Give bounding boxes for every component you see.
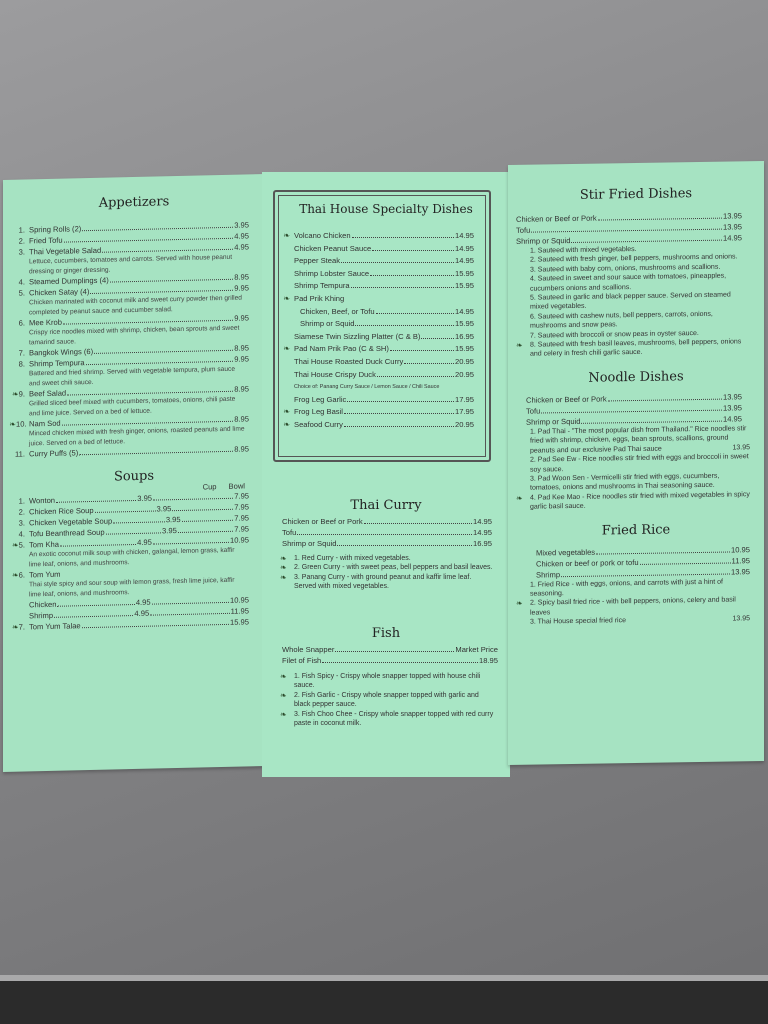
soups-list [3, 490, 265, 633]
item-name: Pad Prik Khing [294, 293, 345, 303]
leader-dots [82, 624, 229, 628]
item-name: Seafood Curry [294, 419, 343, 429]
item-number [7, 495, 29, 506]
item-name: Chicken [29, 599, 57, 610]
item-number-text: 4. [18, 529, 25, 539]
item-price: Market Price [455, 645, 498, 654]
item-price: 14.95 [454, 243, 474, 253]
item-price: 13.95 [722, 392, 742, 402]
cup-price: 3.95 [165, 514, 181, 525]
item-number-text: 11. [15, 449, 25, 459]
leader-dots [541, 410, 722, 414]
item-name: Beef Salad [29, 388, 67, 399]
item-text: 1. Red Curry - with mixed vegetables. [294, 555, 411, 562]
item-price: 17.95 [454, 407, 474, 417]
item-name: Siamese Twin Sizzling Platter (C & B) [294, 331, 421, 341]
leader-dots [95, 511, 156, 513]
leader-dots [182, 520, 234, 522]
spicy-marker [278, 343, 294, 356]
chili-pepper-icon: ❧ [11, 622, 19, 632]
item-description: Crispy rice noodles mixed with shrimp, chicken, bean sprouts and sweet tamarind sauce. [29, 324, 240, 346]
cup-price: 4.95 [137, 537, 152, 547]
item-number-text: 6. [18, 318, 25, 328]
leader-dots [341, 262, 454, 263]
item-name: Thai Vegetable Salad [29, 245, 102, 257]
item-price: 17.95 [454, 394, 474, 404]
item-name: Tofu Beanthread Soup [29, 527, 105, 539]
item-name: Chicken, Beef, or Tofu [300, 306, 375, 316]
numbered-item [272, 710, 494, 729]
numbered-item [508, 424, 750, 456]
specialty-row [278, 419, 474, 432]
specialty-row [278, 381, 474, 394]
chili-pepper-icon: ❧ [516, 493, 523, 503]
spicy-marker [278, 406, 294, 419]
cup-price: 3.95 [156, 504, 172, 514]
chili-pepper-icon: ❧ [11, 570, 19, 580]
item-text: 4. Pad Kee Mao - Rice noodles stir fried with mixed vegetables in spicy garlic basil sauce. [530, 490, 750, 511]
price-row [282, 527, 492, 538]
appetizers-list [3, 219, 265, 460]
numbered-item [272, 563, 494, 572]
leader-dots [322, 662, 478, 663]
specialty-row [278, 394, 474, 407]
leader-dots [351, 287, 454, 288]
item-price: 10.95 [730, 544, 750, 555]
item-price: 13.95 [730, 566, 750, 577]
item-text: 2. Green Curry - with sweet peas, bell peppers and basil leaves. [294, 564, 493, 572]
bowl-price: 10.95 [230, 595, 250, 605]
curry-heading: Thai Curry [350, 498, 422, 513]
item-number-text: 6. [18, 570, 25, 580]
menu-panel-right [508, 161, 764, 765]
item-number-text: 5. [18, 540, 25, 550]
leader-dots [153, 498, 233, 501]
leader-dots [355, 325, 454, 326]
noodle-prices [508, 391, 764, 428]
item-number [7, 235, 29, 246]
leader-dots [113, 521, 165, 523]
leader-dots [60, 544, 136, 547]
fish-items [272, 672, 494, 728]
item-text: 3. Thai House special fried rice [530, 617, 626, 626]
item-name: Shrimp or Squid [300, 319, 355, 329]
specialty-heading: Thai House Specialty Dishes [299, 202, 473, 216]
bowl-price: 15.95 [229, 617, 249, 627]
item-price: 9.95 [234, 313, 249, 323]
item-price: 4.95 [234, 242, 249, 252]
specialty-row [278, 280, 474, 293]
item-name: Bangkok Wings (6) [29, 346, 94, 358]
item-name: Shrimp Tempura [29, 358, 85, 369]
item-number-text: 2. [18, 236, 25, 246]
chili-pepper-icon: ❧ [9, 419, 16, 429]
cup-label: Cup [202, 482, 217, 492]
leader-dots [335, 651, 454, 652]
leader-dots [106, 532, 161, 534]
item-text: 4. Sauteed in sweet and sour sauce with tomatoes, pineapples, cucumbers onions and scallions. [530, 272, 727, 293]
leader-dots [347, 401, 454, 402]
item-name: Mixed vegetables [536, 547, 596, 558]
leader-dots [376, 313, 454, 314]
item-number-text: 7. [18, 622, 25, 632]
item-number [7, 539, 29, 550]
item-text: 2. Sauteed with fresh ginger, bell peppers, mushrooms and onions. [530, 253, 738, 265]
leader-dots [352, 237, 454, 238]
curry-prices [282, 516, 492, 549]
bowl-price: 10.95 [230, 535, 250, 545]
item-name: Chicken Satay (4) [29, 287, 90, 298]
spicy-marker [278, 293, 294, 306]
bowl-label: Bowl [228, 481, 245, 491]
item-description: Grilled sliced beef mixed with cucumbers, tomatoes, onions, chili paste and lime juice. Served on a bed of lettuce. [29, 395, 236, 417]
item-number [7, 287, 29, 298]
item-number-text: 5. [18, 288, 25, 298]
chili-pepper-icon: ❧ [280, 554, 287, 563]
chili-pepper-icon: ❧ [280, 672, 287, 681]
item-text: 8. Sauteed with fresh basil leaves, mushrooms, bell peppers, onions and celery in fresh chili garlic sauce. [530, 338, 742, 359]
leader-dots [297, 534, 472, 535]
fish-prices [282, 644, 498, 666]
item-name: Nam Sod [29, 418, 61, 429]
chili-pepper-icon: ❧ [280, 690, 287, 700]
item-price: 20.95 [454, 369, 474, 379]
item-name: Chicken or beef or pork or tofu [536, 557, 639, 569]
item-name: Mee Krob [29, 317, 62, 328]
leader-dots [54, 615, 133, 618]
item-name: Shrimp Tempura [294, 281, 350, 291]
item-name: Tofu [282, 528, 297, 537]
leader-dots [150, 613, 229, 616]
item-number [7, 517, 29, 528]
item-price: 8.95 [234, 414, 249, 424]
item-price: 13.95 [722, 222, 742, 232]
chili-pepper-icon: ❧ [11, 540, 19, 550]
item-name: Wonton [29, 495, 56, 506]
item-name: Tom Yum [29, 569, 61, 580]
leader-dots [581, 421, 722, 424]
chili-pepper-icon: ❧ [516, 340, 523, 350]
specialty-row [278, 243, 474, 256]
item-name: Thai House Crispy Duck [294, 369, 376, 379]
item-number [7, 246, 29, 257]
item-name: Frog Leg Basil [294, 407, 343, 417]
item-text: 1. Fried Rice - with eggs, onions, and carrots with just a hint of seasoning. [530, 578, 723, 598]
leader-dots [372, 250, 454, 251]
chili-pepper-icon: ❧ [283, 293, 290, 303]
friedrice-heading: Fried Rice [601, 521, 671, 539]
leader-dots [153, 542, 229, 545]
item-name: Chicken Vegetable Soup [29, 516, 113, 528]
stirfried-items [508, 243, 764, 360]
leader-dots [390, 350, 454, 351]
item-price: 20.95 [454, 356, 474, 366]
spicy-marker [278, 230, 294, 243]
specialty-row [278, 331, 474, 344]
item-number-text: 2. [18, 507, 25, 517]
item-number [7, 317, 29, 328]
cup-price: 4.95 [134, 608, 150, 619]
leader-dots [344, 426, 454, 427]
leader-dots [598, 218, 722, 221]
item-price: 14.95 [472, 517, 492, 526]
item-price: 4.95 [234, 231, 249, 241]
leader-dots [110, 279, 233, 283]
leader-dots [571, 240, 722, 243]
item-price: 15.95 [454, 319, 474, 329]
item-text: 7. Sauteed with broccoli or snow peas in oyster sauce. [530, 329, 699, 340]
item-number-text: 7. [18, 348, 25, 358]
item-number-text: 4. [18, 277, 25, 287]
item-name: Shrimp or Squid [516, 236, 571, 246]
item-name: Shrimp [29, 610, 54, 621]
menu-panel-left [3, 174, 265, 772]
item-name: Tom Yum Talae [29, 621, 81, 632]
specialty-list [278, 230, 474, 432]
item-price: 14.95 [454, 231, 474, 240]
item-number [7, 528, 29, 539]
cup-price: 3.95 [162, 526, 177, 536]
item-number-text: 10. [16, 419, 27, 429]
item-text: 2. Pad See Ew - Rice noodles stir fried with eggs and broccoli in sweet soy sauce. [530, 453, 749, 474]
item-name: Thai House Roasted Duck Curry [294, 356, 404, 366]
item-text: 3. Pad Woon Sen - Vermicelli stir fried with eggs, cucumbers, tomatoes, onions and mushrooms in Thai seasoning sauce. [530, 472, 720, 492]
item-price: 14.95 [722, 233, 742, 243]
table-edge [0, 975, 768, 1024]
item-name: Fried Tofu [29, 235, 63, 246]
item-text: 3. Panang Curry - with ground peanut and kaffir lime leaf. Served with mixed vegetables. [294, 573, 472, 591]
price-row [282, 538, 492, 549]
friedrice-prices [508, 544, 764, 581]
item-name: Chicken Rice Soup [29, 505, 94, 517]
item-name: Tom Kha [29, 539, 59, 550]
specialty-row [278, 369, 474, 382]
item-number [7, 388, 29, 399]
item-price: 15.95 [454, 344, 474, 354]
item-number-text: 3. [18, 518, 25, 528]
friedrice-items [508, 577, 764, 628]
item-name: Chicken Peanut Sauce [294, 243, 372, 253]
specialty-row [278, 356, 474, 369]
item-text: 3. Sauteed with baby corn, onions, mushrooms and scallions. [530, 263, 721, 274]
leader-dots [102, 249, 233, 253]
item-price: 15.95 [454, 281, 474, 291]
leader-dots [377, 376, 454, 377]
leader-dots [640, 562, 731, 564]
item-description: Battered and fried shrimp. Served with vegetable tempura, plum sauce and sweet chili sauce. [29, 365, 235, 387]
item-price: 9.95 [234, 354, 249, 364]
leader-dots [370, 275, 454, 276]
leader-dots [561, 573, 730, 577]
item-text: 3. Fish Choo Chee - Crispy whole snapper topped with red curry paste in coconut milk. [294, 710, 494, 728]
chili-pepper-icon: ❧ [283, 419, 290, 429]
item-price: 8.95 [234, 444, 249, 454]
specialty-row [278, 406, 474, 419]
soups-heading: Soups [113, 468, 155, 485]
item-text: 1. Pad Thai - "The most popular dish from Thailand." Rice noodles stir fried with shrimp, chicken, eggs, bean sprouts, scallions, ground peanuts and our exclusive Pad Thai sauce [530, 425, 747, 455]
item-name: Frog Leg Garlic [294, 394, 347, 404]
noodle-heading: Noodle Dishes [588, 369, 684, 386]
bowl-price: 7.95 [234, 513, 250, 523]
item-name: Whole Snapper [282, 645, 335, 654]
item-number [7, 448, 29, 459]
numbered-item [508, 337, 750, 360]
item-number [7, 569, 29, 580]
leader-dots [337, 545, 472, 546]
noodle-items [508, 424, 764, 513]
item-price: 14.95 [454, 256, 474, 266]
item-price: 16.95 [454, 331, 474, 341]
chili-pepper-icon: ❧ [11, 389, 19, 399]
item-price: 3.95 [234, 220, 249, 230]
item-text: 2. Fish Garlic - Crispy whole snapper topped with garlic and black pepper sauce. [294, 691, 479, 709]
specialty-row [278, 306, 474, 319]
numbered-item [272, 672, 494, 691]
numbered-item [272, 691, 494, 710]
item-name: Shrimp or Squid [526, 416, 581, 427]
fish-heading: Fish [371, 626, 401, 641]
item-name: Chicken or Beef or Pork [282, 517, 363, 526]
item-number-text: 1. [18, 225, 25, 235]
chili-pepper-icon: ❧ [283, 231, 290, 240]
item-text: 5. Sauteed in garlic and black pepper sauce. Served on steamed mixed vegetables. [530, 291, 731, 312]
item-price: 14.95 [472, 528, 492, 537]
numbered-item [272, 554, 494, 563]
leader-dots [421, 338, 454, 339]
specialty-row [278, 268, 474, 281]
spicy-marker [278, 419, 294, 432]
item-number [7, 621, 29, 632]
cup-price: 3.95 [137, 493, 153, 503]
item-name: Shrimp Lobster Sauce [294, 268, 370, 278]
price-row [282, 655, 498, 666]
item-name: Spring Rolls (2) [29, 224, 82, 235]
item-price: 8.95 [234, 384, 249, 394]
item-price: 14.95 [454, 306, 474, 316]
specialty-row [278, 343, 474, 356]
leader-dots [531, 229, 722, 233]
item-description: An exotic coconut milk soup with chicken, galangal, lemon grass, kaffir lime leaf, onions, and mushrooms. [29, 546, 235, 568]
specialty-row [278, 230, 474, 243]
item-text: 1. Sauteed with mixed vegetables. [530, 245, 637, 255]
leader-dots [404, 363, 454, 364]
item-name: Tofu [516, 225, 531, 235]
chili-pepper-icon: ❧ [283, 407, 290, 417]
menu-panel-middle [262, 172, 510, 777]
item-price: 13.95 [722, 211, 742, 221]
cup-price: 4.95 [135, 597, 151, 607]
item-number-text: 9. [18, 389, 25, 399]
item-name: Shrimp [536, 569, 561, 580]
item-price: 16.95 [472, 539, 492, 548]
leader-dots [178, 531, 233, 533]
leader-dots [344, 413, 454, 414]
bowl-price: 7.95 [234, 491, 250, 501]
leader-dots [608, 399, 722, 402]
chili-pepper-icon: ❧ [283, 344, 290, 354]
bowl-price: 7.95 [234, 502, 249, 512]
item-number [7, 506, 29, 517]
item-name: Tofu [526, 406, 541, 416]
item-price: 13.95 [732, 443, 750, 452]
item-price: 15.95 [454, 268, 474, 278]
leader-dots [56, 500, 136, 503]
item-name: Steamed Dumplings (4) [29, 275, 109, 287]
item-name: Chicken or Beef or Pork [516, 213, 597, 224]
chili-pepper-icon: ❧ [280, 563, 287, 573]
item-name: Pepper Steak [294, 256, 341, 266]
item-number-text: 3. [18, 247, 25, 257]
item-name: Curry Puffs (5) [29, 448, 79, 459]
leader-dots [79, 451, 233, 455]
item-price: 8.95 [234, 343, 249, 353]
item-number [7, 358, 29, 369]
specialty-row [278, 293, 474, 306]
item-description: Lettuce, cucumbers, tomatoes and carrots. Served with house peanut dressing or ginger dressing. [29, 253, 233, 275]
leader-dots [596, 551, 730, 554]
item-number [7, 418, 29, 429]
item-name: Volcano Chicken [294, 231, 351, 240]
item-price: 11.95 [731, 555, 750, 566]
price-row [282, 516, 492, 527]
chili-pepper-icon: ❧ [516, 599, 523, 609]
item-text: 6. Sauteed with cashew nuts, bell peppers, carrots, onions, mushrooms and snow peas. [530, 310, 713, 330]
appetizers-heading: Appetizers [98, 194, 170, 211]
item-price: 9.95 [234, 283, 249, 293]
leader-dots [364, 523, 472, 524]
item-description: Chicken marinated with coconut milk and sweet curry powder then grilled completed by peanut sauce and cucumber salad. [29, 294, 242, 316]
item-number [7, 276, 29, 287]
price-row [282, 644, 498, 655]
item-price: 18.95 [478, 656, 498, 665]
specialty-row [278, 318, 474, 331]
item-description: Minced chicken mixed with fresh ginger, onions, roasted peanuts and lime juice. Served on a bed of lettuce. [29, 425, 245, 447]
item-text: 1. Fish Spicy - Crispy whole snapper topped with house chili sauce. [294, 673, 481, 690]
curry-items [272, 554, 494, 592]
leader-dots [57, 604, 134, 607]
item-name: Choice of: Panang Curry Sauce / Lemon Sauce / Chili Sauce [294, 384, 440, 391]
chili-pepper-icon: ❧ [280, 709, 287, 719]
specialty-row [278, 255, 474, 268]
item-name: Shrimp or Squid [282, 539, 337, 548]
bowl-price: 11.95 [230, 606, 250, 616]
chili-pepper-icon: ❧ [280, 572, 287, 582]
item-name: Chicken or Beef or Pork [526, 394, 607, 405]
item-price: 13.95 [722, 403, 742, 413]
leader-dots [172, 509, 233, 511]
numbered-item [508, 490, 750, 513]
leader-dots [152, 602, 229, 605]
item-price: 13.95 [732, 615, 750, 623]
item-number [7, 347, 29, 358]
item-description: Thai style spicy and sour soup with lemon grass, fresh lime juice, kaffir lime leaf, onions, and mushrooms. [29, 576, 235, 598]
numbered-item [272, 573, 494, 592]
item-price: 8.95 [234, 272, 249, 282]
item-number-text: 1. [18, 496, 25, 506]
item-number-text: 8. [18, 359, 25, 369]
bowl-price: 7.95 [234, 524, 250, 534]
item-name: Pad Nam Prik Pao (C & SH) [294, 344, 389, 354]
item-text: 2. Spicy basil fried rice - with bell peppers, onions, celery and basil leaves [530, 596, 736, 617]
item-price: 14.95 [722, 414, 742, 424]
stirfried-prices [508, 210, 764, 247]
item-name: Filet of Fish [282, 656, 322, 665]
stirfried-heading: Stir Fried Dishes [579, 186, 693, 203]
item-number [7, 224, 29, 235]
item-price: 20.95 [454, 419, 474, 429]
